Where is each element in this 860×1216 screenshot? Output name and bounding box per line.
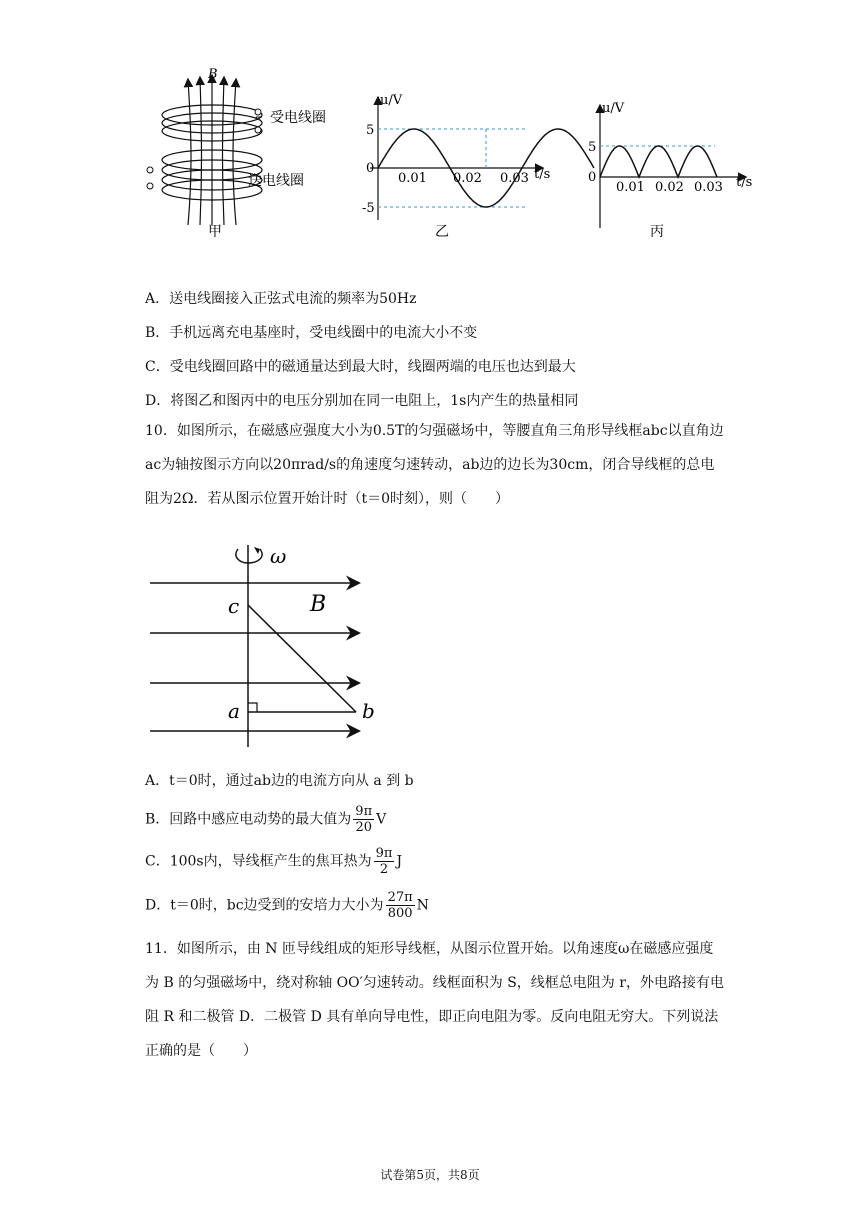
yi-tick-2: 0.02 [453, 171, 482, 186]
q10-option-c-text: C．100s内，导线框产生的焦耳热为 [145, 853, 372, 870]
field-B-label: B [310, 592, 327, 617]
bing-y-max: 5 [588, 140, 597, 155]
vertex-c: c [228, 594, 240, 618]
q10-option-b-unit: V [376, 811, 387, 828]
caption-bing: 丙 [650, 224, 664, 240]
q10-option-b-fraction [353, 804, 374, 835]
q10-option-b-text: B．回路中感应电动势的最大值为 [145, 811, 352, 828]
receive-coil-label: 受电线圈 [270, 110, 326, 126]
omega-label: ω [270, 544, 287, 568]
fraction-denominator: 800 [387, 906, 413, 921]
q9-option-a: A．送电线圈接入正弦式电流的频率为50Hz [145, 291, 417, 307]
q10-option-b [145, 804, 386, 835]
fraction-denominator: 20 [355, 820, 372, 835]
bing-tick-2: 0.02 [655, 180, 684, 195]
bing-y-axis-label: u/V [602, 101, 625, 116]
q10-option-d-unit: N [416, 897, 429, 914]
figure-top [130, 60, 770, 250]
q10-option-d-fraction [386, 890, 415, 921]
yi-y-min: -5 [362, 201, 375, 216]
yi-origin: 0 [366, 161, 375, 176]
send-coil-label: 送电线圈 [248, 173, 304, 189]
q10-figure [140, 535, 400, 750]
q10-option-d [145, 890, 429, 921]
q11-stem: 11．如图所示，由 N 匝导线组成的矩形导线框，从图示位置开始。以角速度ω在磁感应强度为 B 的匀强磁场中，绕对称轴 OO′匀速转动。线框面积为 S，线框总电阻为 r，外电路接有电阻 R 和二极管 D．二极管 D 具有单向导电性，即正向电阻为零。反向电阻无穷大。下列说法正确的是（ ） [145, 941, 724, 1059]
bing-tick-3: 0.03 [694, 180, 723, 195]
q10-option-c [145, 846, 402, 877]
yi-tick-1: 0.01 [398, 171, 427, 186]
vertex-a: a [228, 699, 240, 723]
bing-origin: 0 [588, 170, 597, 185]
q10-option-d-text: D．t＝0时，bc边受到的安培力大小为 [145, 897, 384, 914]
fraction-numerator: 9π [355, 804, 373, 819]
graph-yi [362, 93, 597, 240]
q10-option-c-fraction [374, 846, 395, 877]
coil-figure [147, 67, 326, 240]
rectified-curve [600, 146, 717, 177]
q9-option-c: C．受电线圈回路中的磁通量达到最大时，线圈两端的电压也达到最大 [145, 359, 576, 375]
yi-x-axis-label: t/s [534, 167, 551, 182]
q9-option-b: B．手机远离充电基座时，受电线圈中的电流大小不变 [145, 325, 478, 341]
field-label-B: B [208, 67, 218, 82]
bing-x-axis-label: t/s [736, 175, 753, 190]
caption-yi: 乙 [435, 224, 449, 240]
q10-option-a: A．t＝0时，通过ab边的电流方向从 a 到 b [145, 773, 414, 789]
caption-jia: 甲 [208, 224, 222, 240]
fraction-numerator: 27π [387, 890, 413, 905]
yi-y-axis-label: u/V [380, 93, 403, 108]
vertex-b: b [362, 699, 375, 723]
page-footer: 试卷第5页，共8页 [380, 1168, 480, 1182]
fraction-denominator: 2 [379, 862, 389, 877]
q9-option-d: D．将图乙和图丙中的电压分别加在同一电阻上，1s内产生的热量相同 [145, 393, 579, 409]
fraction-numerator: 9π [375, 846, 393, 861]
yi-tick-3: 0.03 [500, 171, 529, 186]
graph-bing [588, 101, 752, 240]
q10-option-c-unit: J [396, 853, 403, 870]
yi-y-max: 5 [366, 123, 375, 138]
q10-stem: 10．如图所示，在磁感应强度大小为0.5T的匀强磁场中，等腰直角三角形导线框abc以直角边ac为轴按图示方向以20πrad/s的角速度匀速转动，ab边的边长为30cm，闭合导线框的总电阻为2Ω．若从图示位置开始计时（t＝0时刻），则（ ） [145, 423, 724, 507]
bing-tick-1: 0.01 [616, 180, 645, 195]
